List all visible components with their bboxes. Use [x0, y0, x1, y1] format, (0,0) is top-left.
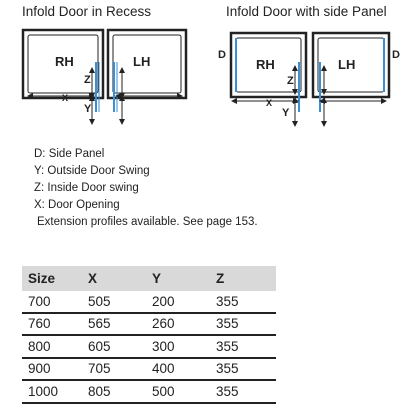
- extension-note: Extension profiles available. See page 153.: [37, 216, 258, 228]
- panel-diagram-title: Infold Door with side Panel: [226, 4, 387, 19]
- header-z: Z: [210, 266, 276, 291]
- cell-x: 565: [82, 313, 146, 336]
- panel-d-label-right: D: [392, 49, 400, 61]
- cell-z: 355: [210, 358, 276, 381]
- cell-x: 805: [82, 380, 146, 403]
- panel-rh-label: RH: [256, 57, 275, 72]
- table-header-row: [22, 266, 276, 291]
- cell-x: 705: [82, 358, 146, 381]
- cell-y: 300: [146, 335, 210, 358]
- legend-item-d: D: Side Panel: [34, 148, 105, 160]
- recess-y-label: Y: [84, 103, 92, 115]
- table-row: [22, 335, 276, 358]
- cell-z: 355: [210, 335, 276, 358]
- cell-y: 260: [146, 313, 210, 336]
- cell-size: 700: [22, 291, 82, 313]
- cell-y: 200: [146, 291, 210, 313]
- legend-item-y: Y: Outside Door Swing: [34, 165, 150, 177]
- panel-y-label: Y: [282, 107, 290, 119]
- cell-size: 800: [22, 335, 82, 358]
- recess-rh-label: RH: [55, 54, 74, 69]
- table-row: [22, 313, 276, 336]
- table-row: [22, 380, 276, 403]
- header-x: X: [82, 266, 146, 291]
- cell-size: 1000: [22, 380, 82, 403]
- cell-size: 900: [22, 358, 82, 381]
- cell-x: 605: [82, 335, 146, 358]
- panel-lh-label: LH: [338, 57, 356, 72]
- recess-diagram-title: Infold Door in Recess: [22, 4, 152, 19]
- cell-y: 400: [146, 358, 210, 381]
- header-y: Y: [146, 266, 210, 291]
- recess-z-label: Z: [84, 74, 91, 86]
- cell-z: 355: [210, 380, 276, 403]
- cell-z: 355: [210, 291, 276, 313]
- legend-item-z: Z: Inside Door swing: [34, 182, 139, 194]
- panel-d-label-left: D: [218, 49, 226, 61]
- legend-item-x: X: Door Opening: [34, 199, 120, 211]
- legend: [34, 146, 258, 231]
- recess-x-label: X: [62, 93, 69, 103]
- panel-z-label: Z: [287, 75, 294, 87]
- size-table: [22, 266, 276, 404]
- recess-lh-label: LH: [133, 54, 151, 69]
- panel-x-label: X: [266, 98, 273, 108]
- cell-y: 500: [146, 380, 210, 403]
- cell-x: 505: [82, 291, 146, 313]
- cell-z: 355: [210, 313, 276, 336]
- table-row: [22, 291, 276, 313]
- door-diagrams: [0, 0, 416, 140]
- table-row: [22, 358, 276, 381]
- cell-size: 760: [22, 313, 82, 336]
- header-size: Size: [22, 266, 82, 291]
